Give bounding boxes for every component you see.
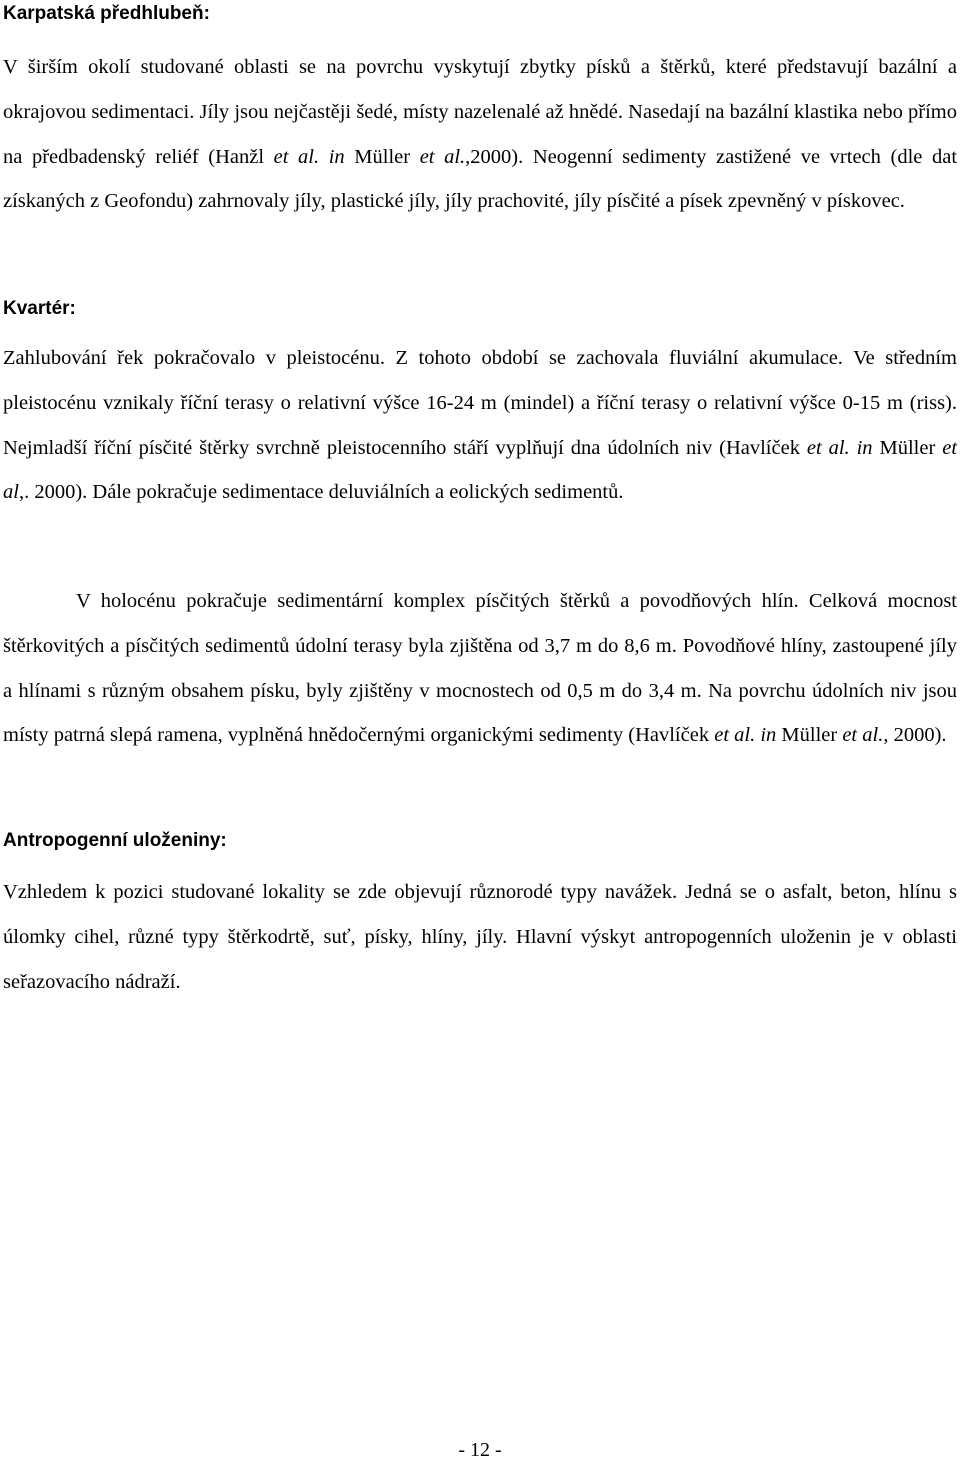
text-run: V širším okolí studované oblasti se na povrchu vyskytují zbytky písků a štěrků, které představují bazální a okrajovou sedimentaci. Jíly jsou nejčastěji šedé, místy nazelenalé až hnědé. Nasedají na bazální klastika nebo přímo na předbadenský reliéf (Hanžl [3, 56, 957, 168]
paragraph-kvarter-holocen [3, 579, 957, 758]
text-run: Müller [872, 436, 943, 459]
paragraph-kvarter-pleistocen [3, 336, 957, 515]
italic-text-run: et al. in [273, 145, 345, 168]
section-heading-kvarter: Kvartér: [3, 298, 76, 319]
text-run: , 2000). [883, 724, 947, 747]
italic-text-run: et al. in [806, 436, 873, 459]
text-run: ,2000). Neogenní sedimenty zastižené ve vrtech (dle dat získaných z Geofondu) zahrnovaly jíly, plastické jíly, jíly prachovité, jíly písčité a písek zpevněný v pískovec. [3, 145, 958, 213]
text-run: Zahlubování řek pokračovalo v pleistocénu. Z tohoto období se zachovala fluviální akumulace. Ve středním pleistocénu vznikaly říční terasy o relativní výšce 16-24 m (mindel) a říční terasy o relativní výšce 0-15 m (riss). Nejmladší říční písčité štěrky svrchně pleistocenního stáří vyplňují dna údolních niv (Havlíček [3, 347, 957, 459]
paragraph-karpatska-predhluben [3, 45, 957, 224]
italic-text-run: et al. in [714, 724, 777, 747]
text-run: Müller [776, 724, 843, 747]
paragraph-antropogenni-ulozeniny [3, 870, 957, 1004]
section-heading-karpatska-predhluben: Karpatská předhlubeň: [3, 3, 210, 24]
italic-text-run: et al [3, 436, 958, 504]
text-run: Müller [344, 145, 420, 168]
italic-text-run: et al. [419, 145, 466, 168]
text-run: ,. 2000). Dále pokračuje sedimentace deluviálních a eolických sedimentů. [18, 481, 624, 504]
text-run: Vzhledem k pozici studované lokality se zde objevují různorodé typy navážek. Jedná se o asfalt, beton, hlínu s úlomky cihel, různé typy štěrkodrtě, suť, písky, hlíny, jíly. Hlavní výskyt antropogenních uloženin je v oblasti seřazovacího nádraží. [3, 881, 957, 993]
text-run: V holocénu pokračuje sedimentární komplex písčitých štěrků a povodňových hlín. Celková mocnost štěrkovitých a písčitých sedimentů údolní terasy byla zjištěna od 3,7 m do 8,6 m. Povodňové hlíny, zastoupené jíly a hlínami s různým obsahem písku, byly zjištěny v mocnostech od 0,5 m do 3,4 m. Na povrchu údolních niv jsou místy patrná slepá ramena, vyplněná hnědočernými organickými sedimenty (Havlíček [3, 590, 957, 747]
page-number: - 12 - [458, 1439, 502, 1461]
section-heading-antropogenni-ulozeniny: Antropogenní uloženiny: [3, 830, 227, 851]
italic-text-run: et al. [842, 724, 884, 747]
